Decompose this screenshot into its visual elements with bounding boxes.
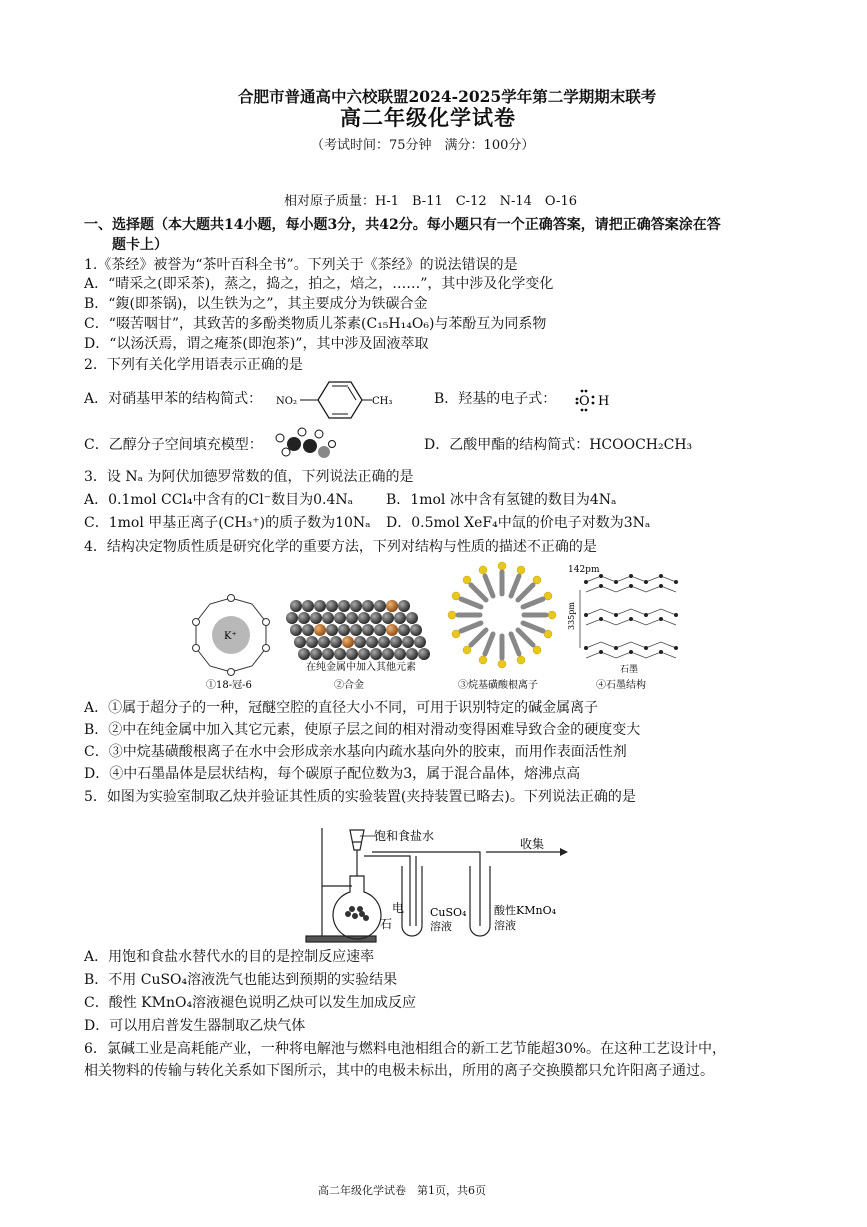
q2-option-d: D．乙酸甲酯的结构简式：HCOOCH₂CH₃ [424, 437, 693, 453]
hydrogen-symbol: H [598, 394, 610, 409]
q4-option-d: D．④中石墨晶体是层状结构，每个碳原子配位数为3，属于混合晶体，熔沸点高 [84, 766, 581, 782]
alloy-figure [282, 596, 432, 692]
micelle-figure [442, 560, 562, 692]
q2-option-b: B．羟基的电子式： [434, 391, 557, 407]
brine-label: 饱和食盐水 [374, 829, 435, 843]
q3-option-c: C．1mol 甲基正离子(CH₃⁺)的质子数为10Nₐ [84, 515, 371, 531]
acetylene-apparatus-figure [300, 816, 570, 946]
exam-info: （考试时间：75分钟 满分：100分） [311, 138, 535, 153]
q4-option-c: C．③中烷基磺酸根离子在水中会形成亲水基向内疏水基向外的胶束，而用作表面活性剂 [84, 744, 627, 760]
exam-subtitle: 高二年级化学试卷 [340, 105, 516, 130]
q3-option-d: D．0.5mol XeF₄中氙的价电子对数为3Nₐ [386, 515, 651, 531]
crown-ether-caption: ①18-冠-6 [206, 680, 252, 690]
q5-option-a: A．用饱和食盐水替代水的目的是控制反应速率 [84, 949, 375, 965]
q5-option-b: B．不用 CuSO₄溶液洗气也能达到预期的实验结果 [84, 972, 398, 988]
section-title-cont: 题卡上） [112, 237, 168, 253]
carbide-label-1: 电 [392, 901, 405, 915]
q2-stem: 2．下列有关化学用语表示正确的是 [84, 357, 303, 373]
carbide-label-2: 石 [380, 917, 393, 931]
graphite-bond-length: 142pm [568, 565, 600, 575]
k-ion-label: K⁺ [224, 631, 237, 642]
graphite-label: 石墨 [620, 665, 639, 675]
collect-label: 收集 [520, 837, 545, 851]
q6-line-2: 相关物料的传输与转化关系如下图所示，其中的电极未标出，所用的离子交换膜都只允许阳离子通过。 [84, 1063, 714, 1079]
q6-line-1: 6．氯碱工业是高耗能产业，一种将电解池与燃料电池相组合的新工艺节能超30%。在这种工艺设计中， [84, 1041, 727, 1057]
q1-option-b: B．“鍑(即茶锅)，以生铁为之”，其主要成分为铁碳合金 [84, 296, 428, 312]
q1-option-a: A．“晴采之(即采茶)，蒸之，捣之，拍之，焙之，……”，其中涉及化学变化 [84, 276, 554, 292]
oxygen-symbol: O [579, 394, 590, 409]
q4-option-b: B．②中在纯金属中加入其它元素，使原子层之间的相对滑动变得困难导致合金的硬度变大 [84, 722, 641, 738]
q1-option-d: D．“以汤沃焉，谓之痷茶(即泡茶)”，其中涉及固液萃取 [84, 336, 429, 352]
q4-stem: 4．结构决定物质性质是研究化学的重要方法，下列对结构与性质的描述不正确的是 [84, 539, 597, 555]
crown-ether-figure [186, 590, 276, 690]
alloy-note: 在纯金属中加入其他元素 [306, 662, 416, 673]
graphite-figure [566, 560, 691, 692]
q1-stem: 1.《茶经》被誉为“茶叶百科全书”。下列关于《茶经》的说法错误的是 [84, 257, 518, 273]
section-title: 一、选择题（本大题共14小题，每小题3分，共42分。每小题只有一个正确答案，请把正确答案涂在答 [84, 217, 721, 233]
q2-option-c: C．乙醇分子空间填充模型： [84, 437, 263, 453]
kmno4-label-1: 酸性KMnO₄ [494, 904, 556, 917]
q3-option-a: A．0.1mol CCl₄中含有的Cl⁻数目为0.4Nₐ [84, 492, 354, 508]
q5-option-c: C．酸性 KMnO₄溶液褪色说明乙炔可以发生加成反应 [84, 995, 417, 1011]
benzene-ring [318, 382, 362, 418]
alloy-caption: ②合金 [334, 680, 364, 691]
q3-stem: 3．设 Nₐ 为阿伏加德罗常数的值，下列说法正确的是 [84, 469, 414, 485]
q1-option-c: C．“啜苦咽甘”，其致苦的多酚类物质儿茶素(C₁₅H₁₄O₆)与苯酚互为同系物 [84, 316, 547, 332]
ch3-label: CH₃ [372, 396, 393, 407]
kmno4-label-2: 溶液 [494, 919, 516, 932]
no2-label: NO₂ [276, 396, 297, 407]
page-footer: 高二年级化学试卷 第1页，共6页 [318, 1184, 486, 1197]
cuso4-label-2: 溶液 [430, 920, 452, 933]
cuso4-label-1: CuSO₄ [430, 906, 467, 919]
atomic-mass-line: 相对原子质量：H-1 B-11 C-12 N-14 O-16 [284, 194, 577, 209]
exam-title: 合肥市普通高中六校联盟2024-2025学年第二学期期末联考 [238, 87, 657, 106]
q4-option-a: A．①属于超分子的一种，冠醚空腔的直径大小不同，可用于识别特定的碱金属离子 [84, 700, 599, 716]
graphite-caption: ④石墨结构 [596, 680, 646, 691]
micelle-caption: ③烷基磺酸根离子 [458, 680, 538, 691]
q5-option-d: D．可以用启普发生器制取乙炔气体 [84, 1018, 306, 1034]
nitrotoluene-structure [274, 374, 404, 424]
ethanol-space-filling-model [272, 424, 342, 466]
q2-option-a: A．对硝基甲苯的结构简式： [84, 391, 263, 407]
graphite-layer-distance: 335pm [567, 602, 576, 630]
q5-stem: 5．如图为实验室制取乙炔并验证其性质的实验装置(夹持装置已略去)。下列说法正确的是 [84, 789, 636, 805]
q3-option-b: B．1mol 冰中含有氢键的数目为4Nₐ [386, 492, 617, 508]
hydroxyl-electron-formula [568, 386, 618, 412]
